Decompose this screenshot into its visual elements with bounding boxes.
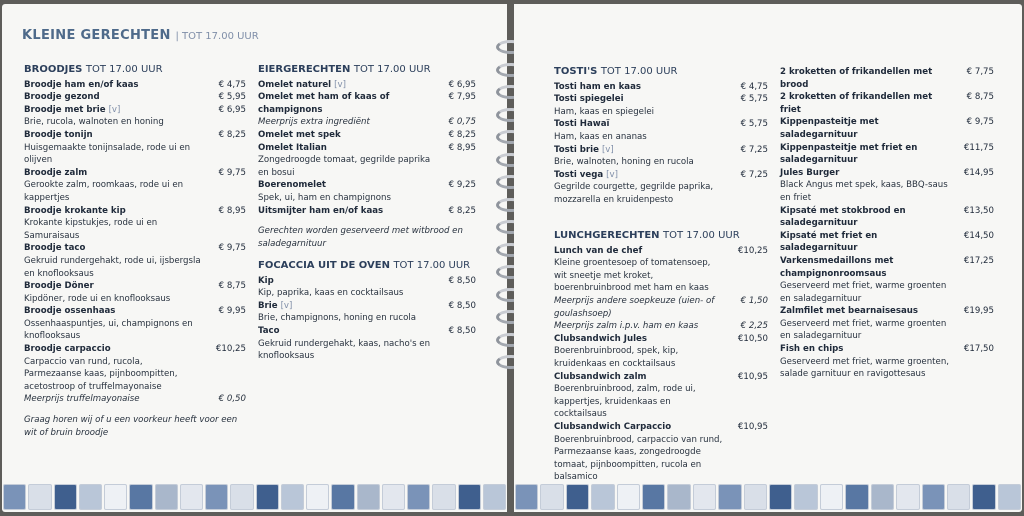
section-tostis	[554, 66, 768, 207]
menu-item	[24, 205, 246, 243]
decorative-tile	[871, 484, 894, 510]
decorative-tile	[180, 484, 203, 510]
menu-item-title: Tosti brie	[554, 144, 599, 155]
menu-item-title: Clubsandwich zalm	[554, 371, 647, 382]
menu-item	[24, 280, 246, 305]
menu-item-price: € 4,75	[740, 81, 768, 92]
menu-item	[258, 179, 476, 204]
vegetarian-marker: [v]	[606, 169, 618, 180]
menu-item-price: € 7,95	[448, 92, 476, 103]
menu-page-left	[2, 4, 507, 512]
menu-item	[24, 305, 246, 343]
section-focaccia	[258, 260, 476, 363]
menu-item-description: Geserveerd met friet, warme groenten, salade garnituur en ravigottesaus	[780, 356, 949, 380]
vegetarian-marker: [v]	[601, 144, 614, 155]
menu-item-description: Kipdöner, rode ui en knoflooksaus	[24, 293, 171, 304]
menu-item-title: Broodje taco	[24, 243, 86, 254]
menu-item	[24, 393, 246, 406]
menu-item	[258, 129, 476, 142]
menu-item-price: € 9,25	[448, 180, 476, 191]
decorative-tile	[483, 484, 506, 510]
menu-item	[554, 169, 768, 207]
vegetarian-marker: [v]	[334, 79, 346, 90]
menu-item-name	[780, 91, 994, 116]
decorative-tile	[331, 484, 354, 510]
decorative-tile	[129, 484, 152, 510]
menu-item	[258, 79, 476, 92]
menu-item-name	[554, 169, 768, 182]
menu-item-price: €14,95	[963, 167, 994, 178]
menu-item	[24, 129, 246, 167]
menu-item-description: Spek, ui, ham en champignons	[258, 192, 391, 203]
menu-item	[780, 66, 994, 91]
menu-item	[780, 255, 994, 305]
decorative-tile	[230, 484, 253, 510]
decorative-tile	[947, 484, 970, 510]
menu-item-description: Huisgemaakte tonijnsalade, rode ui en olijven	[24, 142, 191, 166]
menu-item-price: € 8,50	[448, 300, 476, 311]
menu-item-price: €10,50	[737, 333, 768, 344]
menu-item-name	[258, 205, 476, 218]
decorative-tile	[3, 484, 26, 510]
menu-item-price: € 0,75	[448, 117, 476, 128]
menu-item-title: Fish en chips	[780, 344, 844, 355]
menu-item-title: Boerenomelet	[258, 180, 327, 191]
menu-item-description: Kleine groentesoep of tomatensoep, wit sneetje met kroket, boerenbruinbrood met ham en kaas	[554, 258, 711, 294]
menu-item-price: €10,95	[737, 371, 768, 382]
menu-item-name	[24, 205, 246, 218]
section-title-suffix: TOT 17.00 UUR	[353, 64, 431, 75]
decorative-tile	[591, 484, 614, 510]
menu-item-name	[24, 343, 246, 356]
decorative-tile	[458, 484, 481, 510]
menu-item	[24, 167, 246, 205]
section-footnote: Gerechten worden geserveerd met witbrood en saladegarnituur	[258, 226, 463, 249]
menu-item-name	[258, 91, 476, 116]
menu-item-price: € 7,25	[740, 169, 768, 180]
menu-item-title: Varkensmedaillons met champignonroomsaus	[780, 255, 894, 279]
decorative-tile	[922, 484, 945, 510]
menu-item-price: €14,50	[963, 230, 994, 241]
menu-item-title: Kippenpasteitje met saladegarnituur	[780, 117, 879, 140]
menu-item-name	[258, 325, 476, 338]
section-title	[554, 230, 768, 243]
menu-item-description: Ossenhaaspuntjes, ui, champignons en knoflooksaus	[24, 318, 193, 342]
menu-item-name	[258, 129, 476, 142]
menu-item-title: Clubsandwich Jules	[554, 333, 647, 344]
decorative-tile	[432, 484, 455, 510]
tile-border-left	[2, 484, 507, 510]
menu-item	[554, 421, 768, 484]
section-eiergerechten	[258, 64, 476, 250]
section-title	[24, 64, 246, 77]
vegetarian-marker: [v]	[108, 104, 121, 115]
menu-item-description: Geserveerd met friet, warme groenten en saladegarnituur	[780, 318, 947, 342]
menu-item-name	[554, 144, 768, 157]
menu-item-name	[780, 66, 994, 91]
menu-item-name	[24, 280, 246, 293]
menu-item-name	[780, 116, 994, 141]
decorative-tile	[642, 484, 665, 510]
menu-item-description: Gekruid rundergehakt, kaas, nacho's en knoflooksaus	[258, 338, 431, 362]
menu-item-price: € 8,25	[448, 129, 476, 140]
decorative-tile	[104, 484, 127, 510]
menu-item-description: Brie, walnoten, honing en rucola	[554, 157, 694, 168]
surcharge-note: Meerprijs andere soepkeuze (uien- of goulashsoep)	[554, 295, 715, 319]
section-title-text: LUNCHGERECHTEN	[554, 230, 660, 241]
menu-page-right	[514, 4, 1022, 512]
menu-item	[24, 79, 246, 92]
menu-item-price: € 8,50	[448, 275, 476, 286]
menu-item-price: € 5,75	[740, 94, 768, 105]
menu-item-price: €13,50	[963, 205, 994, 216]
menu-item-name	[554, 93, 768, 106]
menu-item-price: € 8,75	[966, 92, 994, 103]
menu-item-price: € 8,50	[448, 325, 476, 336]
menu-item-name	[258, 79, 476, 92]
menu-item-description: Carpaccio van rund, rucola, Parmezaanse kaas, pijnboompitten, acetostroop of truffelmayonaise	[24, 356, 178, 392]
decorative-tile	[718, 484, 741, 510]
menu-item-price: € 6,95	[218, 104, 246, 115]
menu-item	[554, 118, 768, 143]
menu-item-name	[554, 333, 768, 346]
section-title-text: FOCACCIA UIT DE OVEN	[258, 260, 390, 271]
menu-item-price: € 1,50	[740, 295, 768, 306]
menu-item-description: Brie, rucola, walnoten en honing	[24, 117, 164, 128]
menu-item	[258, 91, 476, 116]
section-title	[258, 64, 476, 77]
menu-item-name	[780, 305, 994, 318]
menu-item-name	[24, 129, 246, 142]
menu-item	[554, 245, 768, 295]
menu-item-title: Broodje carpaccio	[24, 344, 111, 355]
decorative-tile	[54, 484, 77, 510]
menu-item-description: Gerookte zalm, roomkaas, rode ui en kappertjes	[24, 180, 184, 203]
tile-border-right	[514, 484, 1022, 510]
menu-item	[554, 320, 768, 333]
menu-item-title: Kipsaté met stokbrood en saladegarnituur	[780, 205, 906, 229]
menu-item-price: € 8,95	[448, 142, 476, 153]
menu-item-price: €19,95	[963, 306, 994, 317]
section-lunchgerechten	[554, 230, 768, 484]
vegetarian-marker: [v]	[280, 300, 293, 311]
menu-item-title: Jules Burger	[780, 167, 840, 178]
menu-item-description: Ham, kaas en spiegelei	[554, 106, 655, 117]
menu-item	[554, 144, 768, 169]
surcharge-note: Meerprijs zalm i.p.v. ham en kaas	[554, 321, 699, 332]
section-title-suffix: TOT 17.00 UUR	[663, 230, 740, 241]
menu-item-title: Broodje met brie	[24, 104, 106, 115]
menu-item-title: Broodje ham en/of kaas	[24, 79, 139, 90]
menu-item	[554, 371, 768, 421]
menu-item-title: Broodje ossenhaas	[24, 306, 116, 317]
menu-item-name	[554, 245, 768, 258]
menu-item-title: Taco	[258, 325, 280, 336]
decorative-tile	[79, 484, 102, 510]
menu-item	[258, 275, 476, 300]
decorative-tile	[155, 484, 178, 510]
decorative-tile	[845, 484, 868, 510]
menu-item-description: Kip, paprika, kaas en cocktailsaus	[258, 288, 404, 299]
menu-item-price: € 8,25	[218, 129, 246, 140]
menu-item-title: Tosti spiegelei	[554, 94, 624, 105]
menu-item	[554, 93, 768, 118]
menu-item-title: Omelet naturel	[258, 79, 332, 90]
menu-item-description: Black Angus met spek, kaas, BBQ-saus en friet	[780, 180, 948, 203]
menu-item-title: Lunch van de chef	[554, 245, 643, 256]
menu-item-price: € 8,95	[218, 205, 246, 216]
menu-item-price: € 4,75	[218, 79, 246, 90]
menu-item-price: €10,95	[737, 421, 768, 432]
section-title	[258, 260, 476, 273]
decorative-tile	[357, 484, 380, 510]
menu-item-description: Ham, kaas en ananas	[554, 131, 647, 142]
menu-item-price: € 5,75	[740, 119, 768, 130]
decorative-tile	[972, 484, 995, 510]
menu-item-name	[258, 142, 476, 155]
decorative-tile	[794, 484, 817, 510]
surcharge-note: Meerprijs extra ingrediënt	[258, 117, 370, 128]
menu-item	[24, 104, 246, 129]
decorative-tile	[407, 484, 430, 510]
menu-item-description: Zongedroogde tomaat, gegrilde paprika en bosui	[258, 155, 431, 178]
menu-item-name	[24, 167, 246, 180]
menu-item-title: Tosti ham en kaas	[554, 81, 642, 92]
menu-item-name	[780, 343, 994, 356]
menu-item-title: Zalmfilet met bearnaisesaus	[780, 306, 919, 317]
menu-item-name	[24, 242, 246, 255]
menu-item-price: €17,25	[963, 255, 994, 266]
menu-item-title: Kippenpasteitje met friet en saladegarnituur	[780, 142, 918, 166]
menu-item-name	[780, 230, 994, 255]
menu-item-title: Broodje krokante kip	[24, 205, 126, 216]
menu-item-title: Tosti Hawaï	[554, 119, 610, 130]
menu-item-name	[24, 79, 246, 92]
menu-item	[258, 116, 476, 129]
menu-item-name	[258, 275, 476, 288]
decorative-tile	[515, 484, 538, 510]
menu-item-title: Omelet Italian	[258, 142, 327, 153]
menu-item-name	[554, 421, 768, 434]
decorative-tile	[667, 484, 690, 510]
menu-item-name	[780, 167, 994, 180]
menu-item-price: € 8,25	[448, 205, 476, 216]
menu-item-name	[258, 179, 476, 192]
menu-item-price: € 0,50	[218, 394, 246, 405]
menu-item-name	[554, 371, 768, 384]
menu-item-price: € 6,95	[448, 79, 476, 90]
menu-item-title: Broodje gezond	[24, 92, 100, 103]
decorative-tile	[306, 484, 329, 510]
menu-item-title: Omelet met ham of kaas of champignons	[258, 92, 390, 115]
menu-item-description: Gegrilde courgette, gegrilde paprika, mozzarella en kruidenpesto	[554, 182, 714, 205]
menu-item-price: € 7,75	[966, 67, 994, 77]
menu-item-price: € 9,75	[966, 117, 994, 128]
menu-item-price: € 9,75	[218, 243, 246, 254]
decorative-tile	[382, 484, 405, 510]
menu-item-price: €17,50	[963, 344, 994, 355]
section-title-text: BROODJES	[24, 64, 83, 75]
menu-item-description: Boerenbruinbrood, spek, kip, kruidenkaas en cocktailsaus	[554, 346, 679, 369]
menu-item	[258, 325, 476, 363]
decorative-tile	[998, 484, 1021, 510]
menu-item-price: € 7,25	[740, 144, 768, 155]
section-footnote: Graag horen wij of u een voorkeur heeft voor een wit of bruin broodje	[24, 415, 238, 438]
section-title-suffix: TOT 17.00 UUR	[600, 66, 678, 77]
menu-item	[258, 300, 476, 325]
menu-item-description: Boerenbruinbrood, zalm, rode ui, kappertjes, kruidenkaas en cocktailsaus	[554, 384, 696, 420]
menu-item-price: € 9,95	[218, 306, 246, 317]
page-title: KLEINE GERECHTEN | TOT 17.00 UUR	[22, 28, 259, 43]
section-title	[554, 66, 768, 79]
menu-item	[780, 230, 994, 255]
section-broodjes	[24, 64, 246, 439]
menu-item	[258, 205, 476, 218]
menu-item	[780, 305, 994, 343]
menu-item	[24, 343, 246, 393]
menu-item-title: Kipsaté met friet en saladegarnituur	[780, 230, 878, 254]
decorative-tile	[820, 484, 843, 510]
menu-item	[554, 81, 768, 94]
decorative-tile	[256, 484, 279, 510]
menu-item	[554, 295, 768, 320]
menu-item-title: Brie	[258, 300, 278, 311]
decorative-tile	[617, 484, 640, 510]
menu-item-name	[780, 205, 994, 230]
menu-item-name	[780, 142, 994, 167]
menu-item-name	[258, 300, 476, 313]
decorative-tile	[281, 484, 304, 510]
menu-item-name	[24, 305, 246, 318]
menu-item-description: Gekruid rundergehakt, rode ui, ijsbergsla en knoflooksaus	[24, 255, 201, 279]
menu-item-title: Broodje tonijn	[24, 129, 93, 140]
decorative-tile	[205, 484, 228, 510]
section-title-text: TOSTI'S	[554, 66, 598, 77]
menu-item-description: Boerenbruinbrood, carpaccio van rund, Parmezaanse kaas, zongedroogde tomaat, pijnboompitten, rucola en balsamico	[554, 434, 723, 483]
decorative-tile	[540, 484, 563, 510]
menu-item-price: € 5,95	[218, 92, 246, 103]
menu-item-price: € 9,75	[218, 167, 246, 178]
menu-item-name	[554, 118, 768, 131]
menu-item-title: Kip	[258, 275, 274, 286]
menu-item	[780, 142, 994, 167]
menu-item-title: Omelet met spek	[258, 129, 341, 140]
menu-item-name	[24, 104, 246, 117]
menu-item-name	[554, 81, 768, 94]
menu-item-name	[780, 255, 994, 280]
section-title-suffix: TOT 17.00 UUR	[85, 64, 163, 75]
decorative-tile	[896, 484, 919, 510]
menu-item-price: € 2,25	[740, 321, 768, 332]
menu-item-title: Broodje zalm	[24, 167, 88, 178]
section-title-suffix: TOT 17.00 UUR	[393, 260, 471, 271]
menu-item	[24, 242, 246, 280]
decorative-tile	[28, 484, 51, 510]
decorative-tile	[566, 484, 589, 510]
menu-item-title: Clubsandwich Carpaccio	[554, 421, 672, 432]
menu-item	[780, 343, 994, 381]
menu-item	[780, 116, 994, 141]
surcharge-note: Meerprijs truffelmayonaise	[24, 394, 140, 405]
menu-item-price: €10,25	[215, 344, 246, 355]
menu-item-description: Krokante kipstukjes, rode ui en Samuraisaus	[24, 218, 158, 241]
menu-item-title: Broodje Döner	[24, 281, 94, 292]
menu-item	[780, 205, 994, 230]
decorative-tile	[693, 484, 716, 510]
section-warme-gerechten	[780, 66, 994, 381]
menu-item	[780, 91, 994, 116]
decorative-tile	[769, 484, 792, 510]
menu-item	[554, 333, 768, 371]
menu-item	[780, 167, 994, 205]
menu-item-description: Geserveerd met friet, warme groenten en saladegarnituur	[780, 281, 947, 304]
menu-item-title: Uitsmijter ham en/of kaas	[258, 205, 384, 216]
menu-item-price: €10,25	[737, 245, 768, 256]
menu-item-price: € 8,75	[218, 281, 246, 292]
menu-item-description: Brie, champignons, honing en rucola	[258, 313, 417, 324]
section-title-text: EIERGERECHTEN	[258, 64, 351, 75]
menu-item-name	[24, 91, 246, 104]
menu-item-price: €11,75	[963, 142, 994, 153]
menu-item-title: 2 kroketten of frikandellen met brood	[780, 67, 933, 90]
menu-item-title: 2 kroketten of frikandellen met friet	[780, 92, 933, 115]
menu-item	[258, 142, 476, 180]
menu-item	[24, 91, 246, 104]
menu-item-title: Tosti vega	[554, 169, 604, 180]
decorative-tile	[744, 484, 767, 510]
